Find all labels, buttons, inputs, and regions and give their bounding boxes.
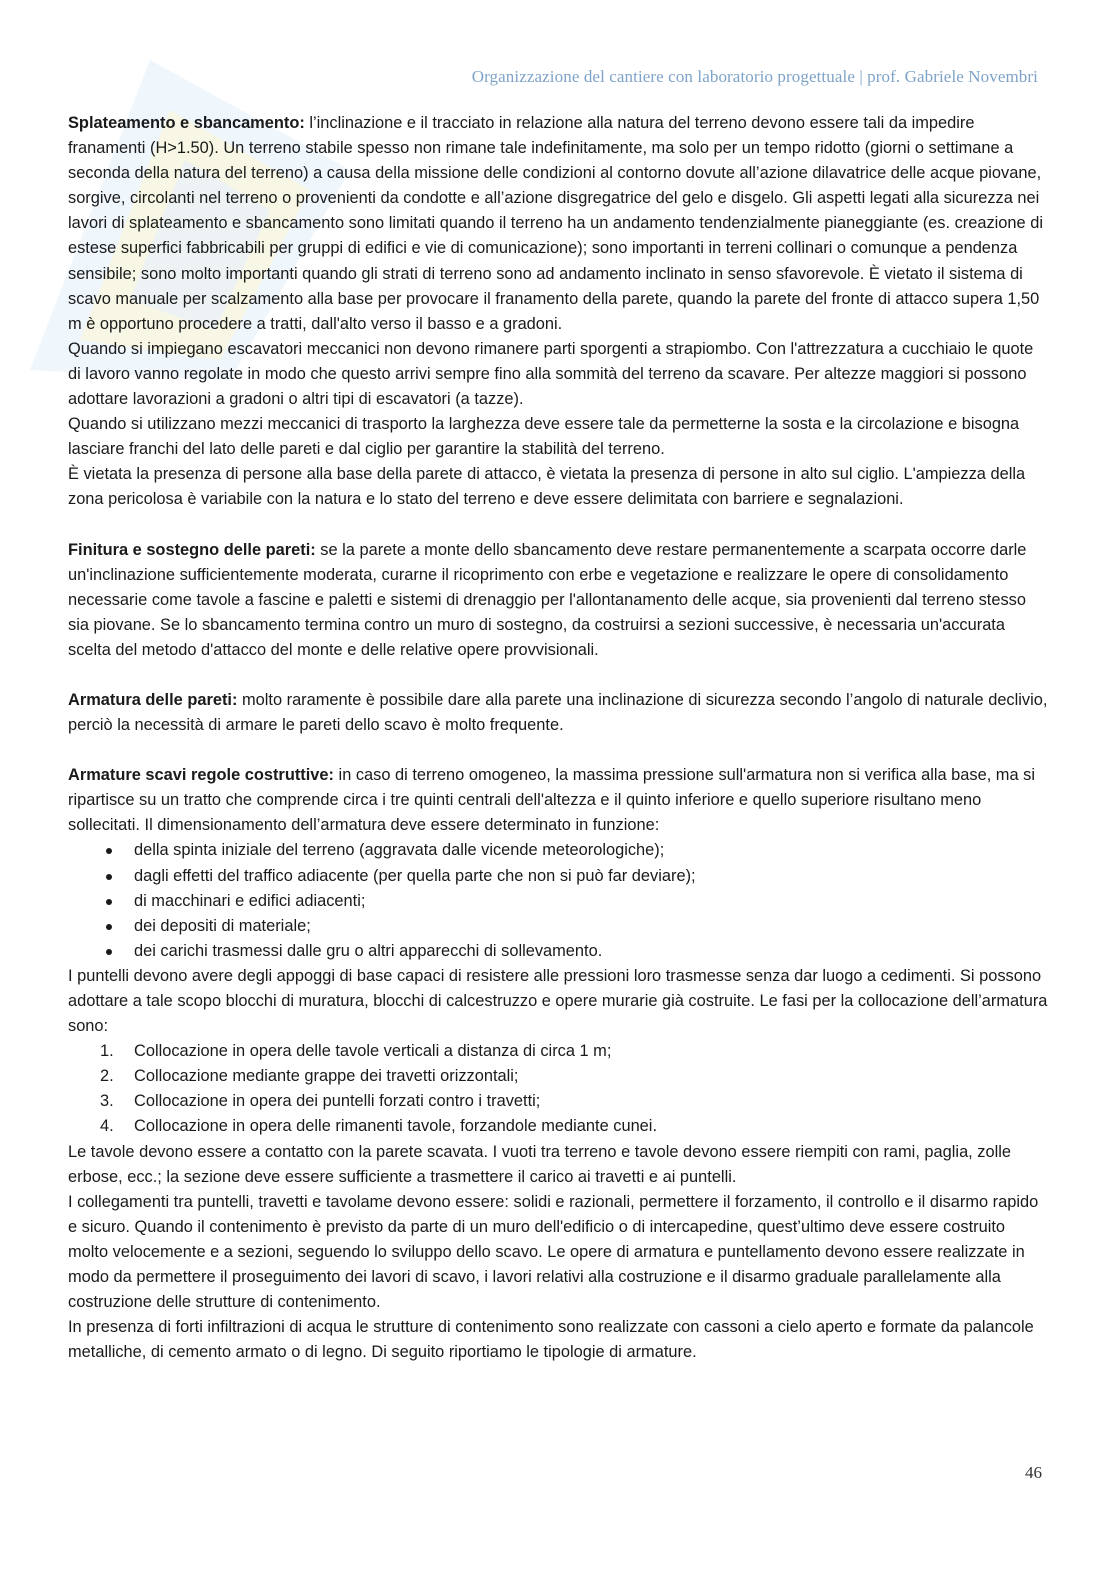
- paragraph-finitura: Finitura e sostegno delle pareti: se la parete a monte dello sbancamento deve restare permanentemente a scarpata occorre darle un'inclinazione sufficientemente moderata, curarne il ricoprimento con erbe e vegetazione e realizzare le opere di consolidamento necessarie come tavole a fascine e paletti e sistemi di drenaggio per l'allontanamento delle acque, sia provenienti dal terreno stesso sia piovane. Se lo sbancamento termina contro un muro di sostegno, da costruirsi a sezioni successive, è necessaria un'accurata scelta del metodo d'attacco del monte e delle relative opere provvisionali.: [68, 540, 1027, 659]
- running-header: Organizzazione del cantiere con laboratorio progettuale | prof. Gabriele Novembri: [471, 67, 1038, 86]
- paragraph: Quando si impiegano escavatori meccanici non devono rimanere parti sporgenti a strapiombo. Con l'attrezzatura a cucchiaio le quote di lavoro vanno regolate in modo che questo arrivi sempre fino alla sommità del terreno da scavare. Per altezze maggiori si possono adottare lavorazioni a gradoni o altri tipi di escavatori (a tazze).: [68, 339, 1034, 409]
- bullet-icon: [106, 924, 112, 930]
- bullet-icon: [106, 848, 112, 854]
- list-item: dei depositi di materiale;: [68, 914, 1048, 939]
- paragraph: Quando si utilizzano mezzi meccanici di trasporto la larghezza deve essere tale da permetterne la sosta e la circolazione e bisogna lasciare franchi del lato delle pareti e dal ciglio per garantire la stabilità del terreno.: [68, 415, 1020, 459]
- list-item: dagli effetti del traffico adiacente (per quella parte che non si può far deviare);: [68, 864, 1048, 889]
- list-item: 1. Collocazione in opera delle tavole verticali a distanza di circa 1 m;: [100, 1042, 612, 1061]
- list-item: 2. Collocazione mediante grappe dei travetti orizzontali;: [100, 1067, 519, 1086]
- list-item: 4. Collocazione in opera delle rimanenti tavole, forzandole mediante cunei.: [100, 1117, 657, 1136]
- bullet-icon: [106, 874, 112, 880]
- section-title: Armature scavi regole costruttive:: [68, 766, 334, 785]
- paragraph-splateamento: Splateamento e sbancamento: l’inclinazione e il tracciato in relazione alla natura del terreno devono essere tali da impedire franamenti (H>1.50). Un terreno stabile spesso non rimane tale indefinitamente, ma solo per un tempo ridotto (giorni o settimane a seconda della natura del terreno) a causa della missione delle condizioni al contorno dovute all’azione dilavatrice delle acque piovane, sorgive, circolanti nel terreno o provenienti da condotte e all’azione disgregatrice del gelo e disgelo. Gli aspetti legati alla sicurezza nei lavori di splateamento e sbancamento sono limitati quando il terreno ha un andamento tendenzialmente pianeggiante (es. creazione di estese superfici fabbricabili per gruppi di edifici e vie di comunicazione); sono importanti in terreni collinari o comunque a pendenza sensibile; sono molto importanti quando gli strati di terreno sono ad andamento inclinato in senso sfavorevole. È vietato il sistema di scavo manuale per scalzamento alla base per provocare il franamento della parete, quando la parete del fronte di attacco supera 1,50 m è opportuno procedere a tratti, dall'alto verso il basso e a gradoni.: [68, 114, 1043, 333]
- paragraph: Le tavole devono essere a contatto con la parete scavata. I vuoti tra terreno e tavole devono essere riempiti con rami, paglia, zolle erbose, ecc.; la sezione deve essere sufficiente a trasmettere il carico ai travetti e ai puntelli.: [68, 1142, 1011, 1186]
- section-title: Finitura e sostegno delle pareti:: [68, 540, 316, 559]
- paragraph: In presenza di forti infiltrazioni di acqua le strutture di contenimento sono realizzate con cassoni a cielo aperto e formate da palancole metalliche, di cemento armato o di legno. Di seguito riportiamo le tipologie di armature.: [68, 1318, 1034, 1362]
- section-title: Splateamento e sbancamento:: [68, 114, 305, 132]
- section-title: Armatura delle pareti:: [68, 690, 238, 709]
- page-number: 46: [1025, 1463, 1042, 1482]
- bullet-list: [68, 838, 1048, 963]
- paragraph-armatura: Armatura delle pareti: molto raramente è possibile dare alla parete una inclinazione di sicurezza secondo l’angolo di naturale declivio, perciò la necessità di armare le pareti dello scavo è molto frequente.: [68, 690, 1048, 735]
- paragraph: I puntelli devono avere degli appoggi di base capaci di resistere alle pressioni loro trasmesse senza dar luogo a cedimenti. Si possono adottare a tale scopo blocchi di muratura, blocchi di calcestruzzo e opere murarie già costruite. Le fasi per la collocazione dell’armatura sono:: [68, 966, 1048, 1036]
- list-item: dei carichi trasmessi dalle gru o altri apparecchi di sollevamento.: [68, 939, 1048, 964]
- paragraph: I collegamenti tra puntelli, travetti e tavolame devono essere: solidi e razionali, permettere il forzamento, il controllo e il disarmo rapido e sicuro. Quando il contenimento è previsto da parte di un muro dell'edificio o di intercapedine, quest’ultimo deve essere costruito molto velocemente e a sezioni, seguendo lo sviluppo dello scavo. Le opere di armatura e puntellamento devono essere realizzate in modo da permettere il proseguimento dei lavori di scavo, i lavori relativi alla costruzione e il disarmo graduale parallelamente alla costruzione delle strutture di contenimento.: [68, 1192, 1039, 1312]
- page-body: [68, 111, 1048, 1365]
- numbered-list: [68, 1039, 1048, 1139]
- paragraph: È vietata la presenza di persone alla base della parete di attacco, è vietata la presenza di persone in alto sul ciglio. L'ampiezza della zona pericolosa è variabile con la natura e lo stato del terreno e deve essere delimitata con barriere e segnalazioni.: [68, 465, 1026, 509]
- bullet-icon: [106, 899, 112, 905]
- list-item: 3. Collocazione in opera dei puntelli forzati contro i travetti;: [100, 1092, 541, 1111]
- paragraph-armature-scavi: Armature scavi regole costruttive: in caso di terreno omogeneo, la massima pressione sull'armatura non si verifica alla base, ma si ripartisce su un tratto che comprende circa i tre quinti centrali dell'altezza e il quinto inferiore e quello superiore risultano meno sollecitati. Il dimensionamento dell’armatura deve essere determinato in funzione:: [68, 766, 1035, 835]
- bullet-icon: [106, 949, 112, 955]
- list-item: di macchinari e edifici adiacenti;: [68, 889, 1048, 914]
- list-item: della spinta iniziale del terreno (aggravata dalle vicende meteorologiche);: [68, 838, 1048, 863]
